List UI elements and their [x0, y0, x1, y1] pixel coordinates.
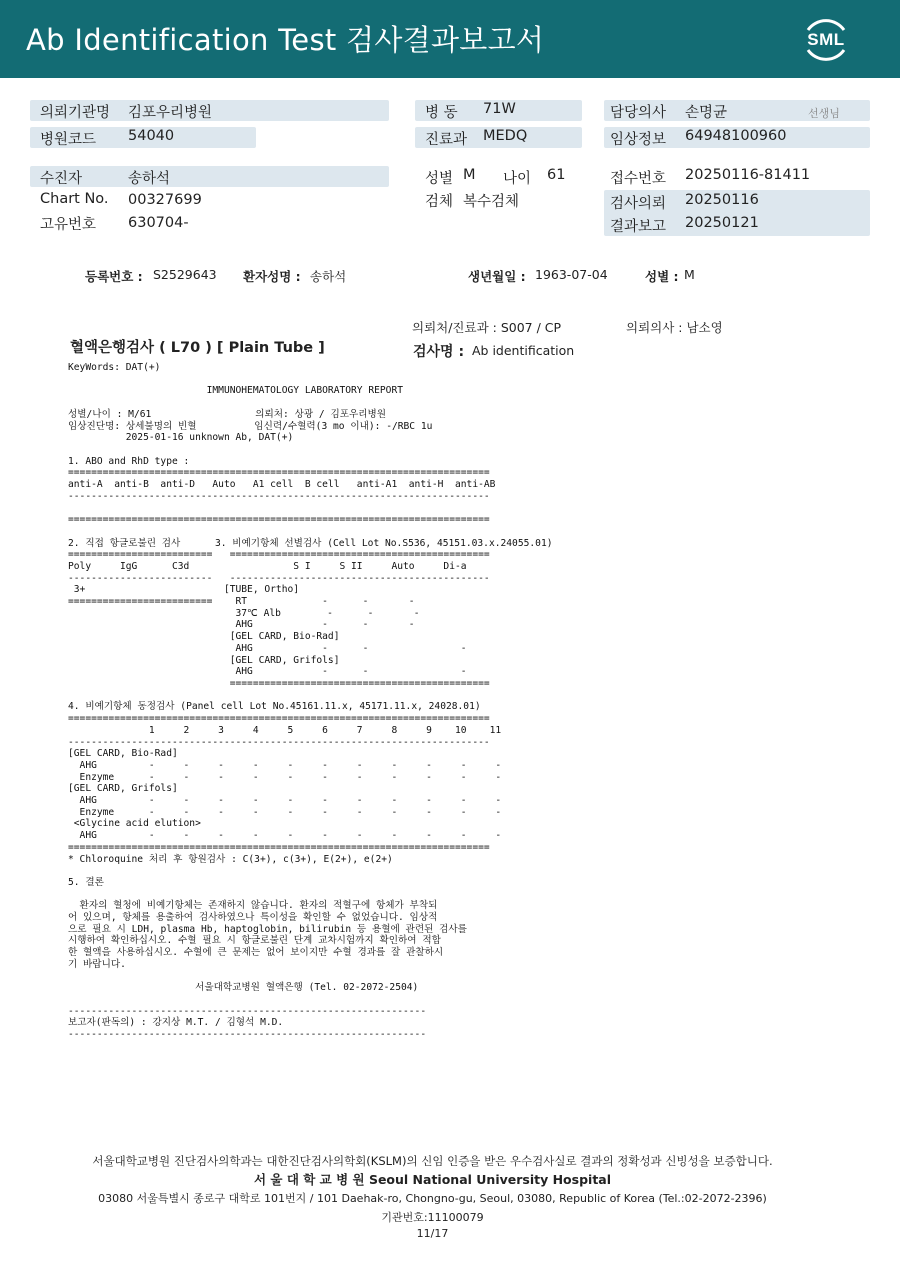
request-date-label: 검사의뢰: [610, 196, 667, 212]
report-line: ------------------------- ---------------------------------------------: [68, 572, 490, 584]
sex-report-label: 성별 :: [645, 269, 679, 284]
logo-text: SML: [807, 30, 845, 49]
age-label: 나이: [503, 171, 532, 187]
report-line: Enzyme - - - - - - - - - - -: [68, 806, 502, 818]
report-line: 어 있으며, 항체를 용출하여 검사하였으나 특이성을 확인할 수 없었습니다. 임상적: [68, 912, 438, 924]
report-line: 한 혈액을 사용하십시오. 수혈에 큰 문제는 없어 보이지만 수혈 경과를 잘 관찰하시: [68, 947, 444, 959]
report-line: -------------------------------------------------------------------------: [68, 490, 490, 502]
report-line: [68, 374, 553, 386]
report-line: [68, 865, 553, 877]
receipt-no-value: 20250116-81411: [685, 167, 811, 183]
clinical-info-value: 64948100960: [685, 128, 787, 144]
ward-value: 71W: [483, 101, 516, 117]
report-line: --------------------------------------------------------------: [68, 1005, 427, 1017]
report-line: =========================================================================: [68, 514, 490, 526]
footer-institution-no: 기관번호:11100079: [381, 1211, 484, 1224]
report-line: * Chloroquine 처리 후 항원검사 : C(3+), c(3+), E(2+), e(2+): [68, 853, 393, 865]
sex-value: M: [463, 167, 476, 183]
hospital-code-label: 병원코드: [40, 132, 97, 148]
report-line: [68, 526, 553, 538]
report-line: anti-A anti-B anti-D Auto A1 cell B cell anti-A1 anti-H anti-AB: [68, 479, 496, 491]
footer-address: 03080 서울특별시 종로구 대학로 101번지 / 101 Daehak-ro, Chongno-gu, Seoul, 03080, Republic of Korea (Tel.:02-2072-2396): [98, 1192, 767, 1205]
report-line: AHG - - -: [68, 642, 467, 654]
report-line: [68, 971, 553, 983]
department-label: 진료과: [425, 132, 468, 148]
sex-report-value: M: [684, 267, 695, 282]
institution-value: 김포우리병원: [128, 105, 213, 121]
report-line: <Glycine acid elution>: [68, 818, 201, 830]
report-line: [GEL CARD, Bio-Rad]: [68, 631, 340, 643]
report-line: =========================================================================: [68, 841, 490, 853]
report-date-value: 20250121: [685, 215, 759, 231]
specimen-value: 복수검체: [463, 194, 520, 210]
referring-doctor: 의뢰의사 : 남소영: [626, 320, 723, 335]
age-value: 61: [547, 167, 566, 183]
chart-no-value: 00327699: [128, 192, 202, 208]
report-line: [68, 690, 553, 702]
test-title: 혈액은행검사 ( L70 ) [ Plain Tube ]: [70, 340, 325, 356]
dob-label: 생년월일 :: [468, 269, 526, 284]
report-line: 환자의 혈청에 비예기항체는 존재하지 않습니다. 환자의 적혈구에 항체가 부착되: [68, 900, 438, 912]
report-line: AHG - - -: [68, 666, 467, 678]
report-line: --------------------------------------------------------------: [68, 1029, 427, 1041]
report-line: 기 바랍니다.: [68, 958, 126, 970]
report-line: =============================================: [68, 677, 490, 689]
report-line: 4. 비예기항체 동정검사 (Panel cell Lot No.45161.11.x, 45171.11.x, 24028.01): [68, 701, 481, 713]
name-value: 송하석: [310, 269, 347, 284]
page-number: 11/17: [416, 1227, 449, 1240]
report-line: [68, 502, 553, 514]
dob-value: 1963-07-04: [535, 267, 608, 282]
report-line: [68, 889, 553, 901]
name-label: 환자성명 :: [243, 269, 301, 284]
report-line: =========================================================================: [68, 713, 490, 725]
report-line: KeyWords: DAT(+): [68, 362, 161, 373]
chart-no-label: Chart No.: [40, 191, 109, 207]
report-line: Enzyme - - - - - - - - - - -: [68, 771, 502, 783]
reg-value: S2529643: [153, 267, 217, 282]
patient-label: 수진자: [40, 171, 83, 187]
doctor-value: 손명균: [685, 105, 728, 121]
hospital-code-value: 54040: [128, 128, 175, 144]
report-line: [68, 994, 553, 1006]
report-line: 시행하여 확인하십시오. 수혈 필요 시 항글로불린 단계 교차시험까지 확인하여 적합: [68, 935, 441, 947]
request-date-value: 20250116: [685, 192, 759, 208]
test-name-label: 검사명 :: [413, 344, 465, 360]
unique-no-value: 630704-: [128, 215, 189, 231]
report-line: AHG - - - - - - - - - - -: [68, 830, 502, 842]
report-line: [GEL CARD, Grifols]: [68, 654, 340, 666]
clinical-info-label: 임상정보: [610, 132, 667, 148]
report-body: [68, 362, 553, 1041]
ward-label: 병 동: [425, 105, 458, 121]
report-line: 1 2 3 4 5 6 7 8 9 10 11: [68, 724, 502, 736]
report-line: 37℃ Alb - - -: [68, 607, 420, 619]
report-line: -------------------------------------------------------------------------: [68, 736, 490, 748]
report-line: =========================================================================: [68, 467, 490, 479]
sex-label: 성별: [425, 171, 454, 187]
report-line: ========================= RT - - -: [68, 596, 415, 608]
report-line: 5. 결론: [68, 876, 104, 888]
page-title: Ab Identification Test 검사결과보고서: [26, 23, 545, 57]
department-value: MEDQ: [483, 128, 528, 144]
report-line: 2. 직접 항글로불린 검사 3. 비예기항체 선별검사 (Cell Lot No.S536, 45151.03.x.24055.01): [68, 537, 553, 549]
patient-value: 송하석: [128, 171, 171, 187]
report-line: AHG - - - - - - - - - - -: [68, 795, 502, 807]
sml-logo: [800, 14, 852, 66]
report-line: Poly IgG C3d S I S II Auto Di-a: [68, 560, 467, 572]
specimen-label: 검체: [425, 194, 454, 210]
pill-patient: [30, 166, 389, 187]
header-bar: [0, 0, 900, 78]
report-line: 3+ [TUBE, Ortho]: [68, 584, 300, 596]
report-line: 서울대학교병원 혈액은행 (Tel. 02-2072-2504): [68, 982, 419, 994]
doctor-label: 담당의사: [610, 105, 667, 121]
report-line: 2025-01-16 unknown Ab, DAT(+): [68, 432, 294, 444]
report-line: [GEL CARD, Bio-Rad]: [68, 748, 178, 760]
reg-label: 등록번호 :: [85, 269, 143, 284]
report-line: IMMUNOHEMATOLOGY LABORATORY REPORT: [68, 385, 404, 397]
report-line: AHG - - - - - - - - - - -: [68, 759, 502, 771]
report-line: [68, 397, 553, 409]
report-line: [68, 444, 553, 456]
report-line: ========================= =============================================: [68, 549, 490, 561]
footer-hospital: 서 울 대 학 교 병 원 Seoul National University Hospital: [253, 1172, 612, 1187]
receipt-no-label: 접수번호: [610, 171, 667, 187]
doctor-suffix: 선생님: [808, 107, 840, 120]
institution-label: 의뢰기관명: [40, 105, 111, 121]
report-line: AHG - - -: [68, 619, 415, 631]
report-line: 임상진단명: 상세불명의 빈혈 임신력/수혈력(3 mo 이내): -/RBC 1u: [68, 420, 433, 432]
report-line: 1. ABO and RhD type :: [68, 455, 190, 467]
dept-text: 의뢰처/진료과 : S007 / CP: [412, 320, 562, 335]
report-line: [GEL CARD, Grifols]: [68, 783, 178, 795]
report-line: 보고자(판독의) : 강지상 M.T. / 김형석 M.D.: [68, 1017, 284, 1029]
report-line: 으로 필요 시 LDH, plasma Hb, haptoglobin, bilirubin 등 용혈에 관련된 검사를: [68, 923, 467, 935]
footer-certification: 서울대학교병원 진단검사의학과는 대한진단검사의학회(KSLM)의 신임 인증을 받은 우수검사실로 결과의 정확성과 신빙성을 보증합니다.: [92, 1154, 773, 1168]
report-date-label: 결과보고: [610, 219, 667, 235]
unique-no-label: 고유번호: [40, 217, 97, 233]
report-line: 성별/나이 : M/61 의뢰처: 상광 / 김포우리병원: [68, 408, 387, 420]
test-name-value: Ab identification: [472, 343, 575, 358]
